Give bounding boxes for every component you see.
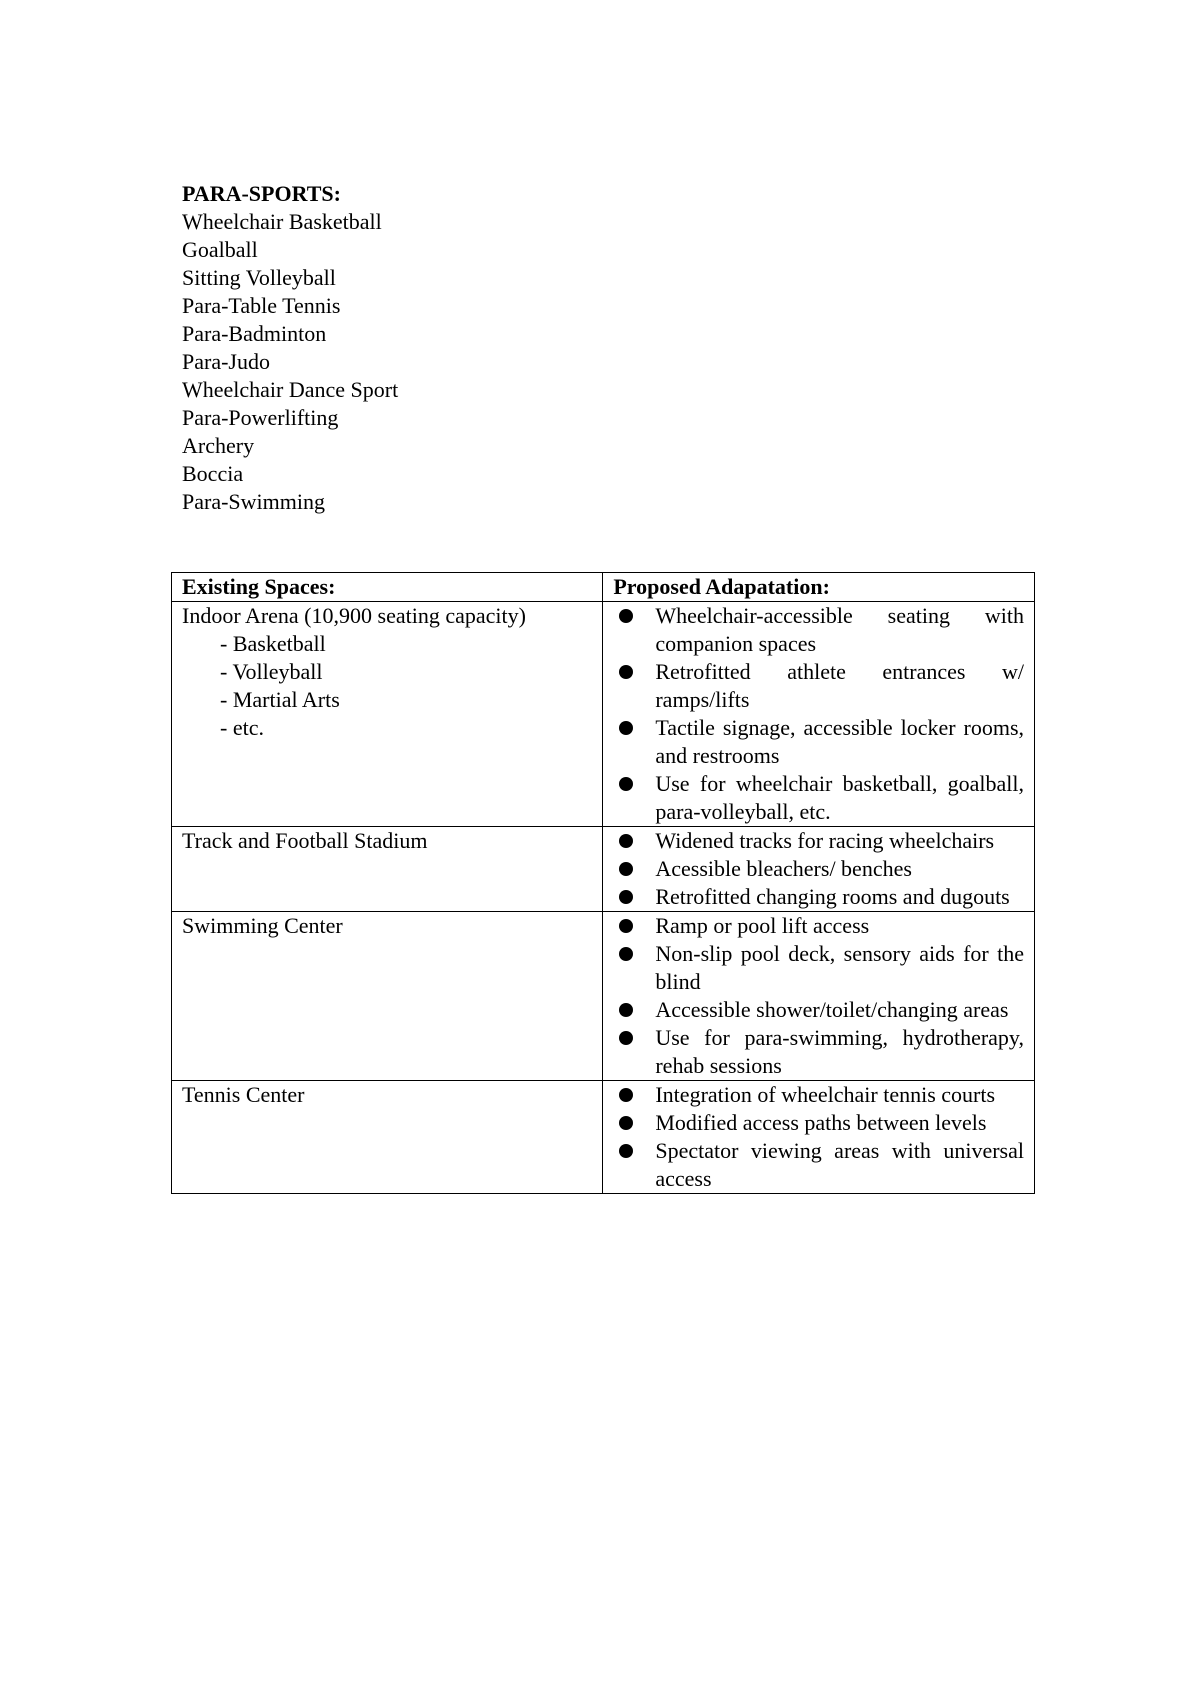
adaptation-text: Acessible bleachers/ benches [655, 856, 912, 881]
sport-item: Para-Judo [182, 349, 270, 374]
adaptation-text: Spectator viewing areas with universal access [655, 1138, 1024, 1191]
adaptation-item [613, 855, 1024, 883]
adaptation-text: Retrofitted athlete entrances w/ ramps/lifts [655, 659, 1024, 712]
para-sports-section [182, 180, 398, 516]
adaptation-cell [603, 912, 1035, 1081]
bullet-icon [619, 777, 633, 791]
bullet-icon [619, 665, 633, 679]
header-existing-spaces: Existing Spaces: [172, 573, 603, 602]
bullet-icon [619, 721, 633, 735]
adaptation-list [613, 827, 1024, 911]
bullet-icon [619, 890, 633, 904]
sport-item: Para-Powerlifting [182, 405, 339, 430]
sport-item: Para-Badminton [182, 321, 327, 346]
space-cell [172, 1081, 603, 1194]
space-cell [172, 602, 603, 827]
table-row [172, 827, 1035, 912]
adaptation-text: Wheelchair-accessible seating with companion spaces [655, 603, 1024, 656]
adaptation-item [613, 827, 1024, 855]
adaptation-item [613, 996, 1024, 1024]
space-sub-item: - etc. [220, 714, 592, 742]
sport-item: Wheelchair Dance Sport [182, 377, 399, 402]
bullet-icon [619, 1144, 633, 1158]
adaptation-text: Tactile signage, accessible locker rooms, and restrooms [655, 715, 1024, 768]
table-header-row [172, 573, 1035, 602]
space-cell [172, 827, 603, 912]
adaptation-item [613, 1081, 1024, 1109]
adaptation-item [613, 912, 1024, 940]
bullet-icon [619, 1116, 633, 1130]
bullet-icon [619, 1003, 633, 1017]
adaptation-item [613, 1137, 1024, 1193]
table-row [172, 1081, 1035, 1194]
table-row [172, 912, 1035, 1081]
sport-item: Para-Table Tennis [182, 293, 341, 318]
space-cell [172, 912, 603, 1081]
adaptation-text: Use for wheelchair basketball, goalball, para-volleyball, etc. [655, 771, 1024, 824]
adaptation-item [613, 770, 1024, 826]
adaptation-text: Accessible shower/toilet/changing areas [655, 997, 1009, 1022]
adaptation-text: Use for para-swimming, hydrotherapy, rehab sessions [655, 1025, 1024, 1078]
adaptation-item [613, 1024, 1024, 1080]
sport-item: Archery [182, 433, 255, 458]
space-sub-item: - Volleyball [220, 658, 592, 686]
space-sub-item: - Basketball [220, 630, 592, 658]
bullet-icon [619, 1031, 633, 1045]
bullet-icon [619, 862, 633, 876]
space-name: Swimming Center [182, 913, 343, 938]
adaptation-item [613, 658, 1024, 714]
bullet-icon [619, 919, 633, 933]
section-heading: PARA-SPORTS: [182, 181, 341, 206]
adaptation-list [613, 912, 1024, 1080]
sport-item: Sitting Volleyball [182, 265, 336, 290]
adaptation-cell [603, 602, 1035, 827]
bullet-icon [619, 1088, 633, 1102]
sport-item: Wheelchair Basketball [182, 209, 382, 234]
sport-item: Boccia [182, 461, 244, 486]
sport-item: Goalball [182, 237, 258, 262]
sport-item: Para-Swimming [182, 489, 325, 514]
adaptation-item [613, 1109, 1024, 1137]
adaptation-item [613, 883, 1024, 911]
bullet-icon [619, 947, 633, 961]
adaptation-text: Non-slip pool deck, sensory aids for the blind [655, 941, 1024, 994]
adaptation-text: Ramp or pool lift access [655, 913, 870, 938]
adaptation-text: Widened tracks for racing wheelchairs [655, 828, 995, 853]
para-sports-list [182, 208, 398, 516]
space-sub-list [182, 630, 592, 742]
space-sub-item: - Martial Arts [220, 686, 592, 714]
adaptation-text: Modified access paths between levels [655, 1110, 987, 1135]
adaptation-list [613, 1081, 1024, 1193]
spaces-adaptation-table [171, 572, 1035, 1194]
bullet-icon [619, 834, 633, 848]
space-name: Tennis Center [182, 1082, 305, 1107]
adaptation-text: Retrofitted changing rooms and dugouts [655, 884, 1010, 909]
bullet-icon [619, 609, 633, 623]
adaptation-list [613, 602, 1024, 826]
table-row [172, 602, 1035, 827]
adaptation-text: Integration of wheelchair tennis courts [655, 1082, 996, 1107]
adaptation-cell [603, 827, 1035, 912]
adaptation-item [613, 940, 1024, 996]
adaptation-cell [603, 1081, 1035, 1194]
space-name: Indoor Arena (10,900 seating capacity) [182, 603, 526, 628]
adaptation-item [613, 714, 1024, 770]
adaptation-item [613, 602, 1024, 658]
space-name: Track and Football Stadium [182, 828, 428, 853]
header-proposed-adaptation: Proposed Adapatation: [603, 573, 1035, 602]
